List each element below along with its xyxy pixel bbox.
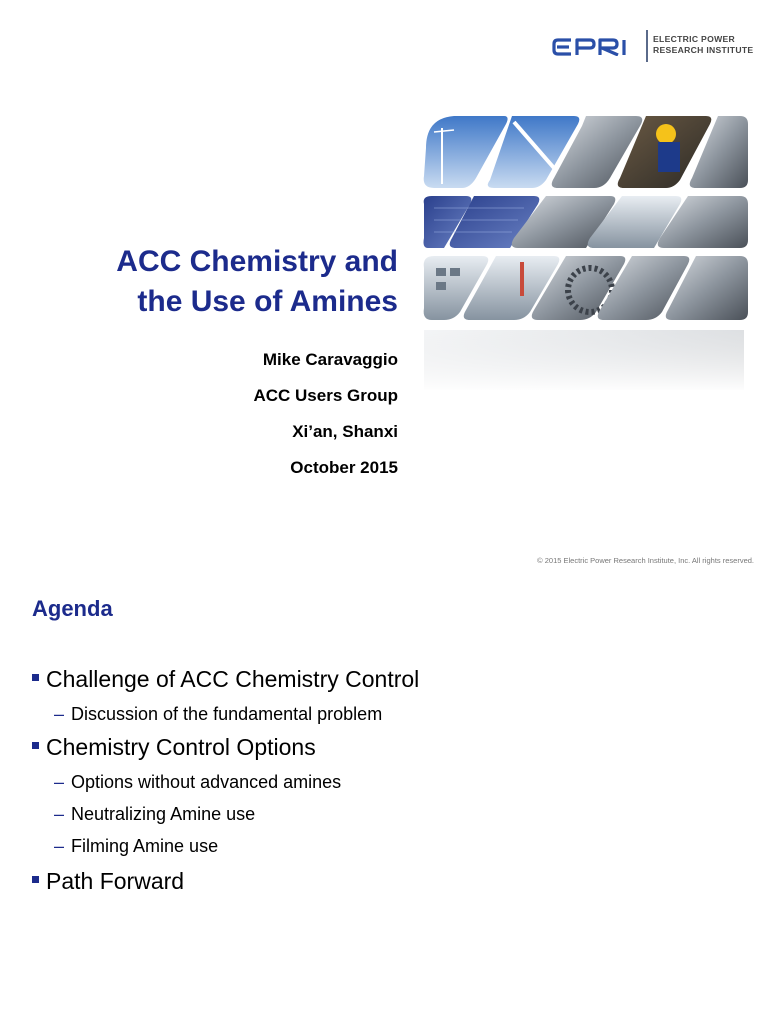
event-date: October 2015 [290, 458, 398, 477]
agenda-subitem-text: Neutralizing Amine use [71, 804, 256, 824]
dash-bullet-icon: – [54, 836, 65, 856]
presenter-name: Mike Caravaggio [262, 350, 398, 369]
agenda-item-text: Challenge of ACC Chemistry Control [46, 666, 420, 692]
agenda-item-text: Path Forward [46, 868, 185, 894]
logo-line2: RESEARCH INSTITUTE [653, 45, 754, 55]
logo-line1: ELECTRIC POWER [653, 34, 736, 44]
agenda-subitem [54, 804, 255, 825]
event-name: ACC Users Group [253, 386, 398, 405]
square-bullet-icon [32, 742, 39, 749]
agenda-subitem-text: Options without advanced amines [71, 772, 342, 792]
slide-title [116, 242, 398, 322]
dash-bullet-icon: – [54, 804, 65, 824]
agenda-item [32, 868, 184, 895]
copyright-notice: © 2015 Electric Power Research Institute, Inc. All rights reserved. [537, 556, 754, 565]
agenda-subitem [54, 772, 341, 793]
epri-logo [552, 30, 752, 64]
title-line-1: ACC Chemistry and [116, 245, 398, 278]
agenda-slide [0, 580, 768, 1024]
square-bullet-icon [32, 876, 39, 883]
square-bullet-icon [32, 674, 39, 681]
agenda-subitem [54, 836, 218, 857]
agenda-heading: Agenda [32, 596, 113, 621]
agenda-item-text: Chemistry Control Options [46, 734, 316, 760]
agenda-subitem-text: Filming Amine use [71, 836, 219, 856]
agenda-item [32, 734, 316, 761]
agenda-item [32, 666, 419, 693]
energy-photo-mosaic [414, 108, 756, 392]
dash-bullet-icon: – [54, 772, 65, 792]
event-location: Xi’an, Shanxi [292, 422, 398, 441]
logo-divider [646, 30, 648, 62]
epri-logo-mark [552, 38, 642, 56]
dash-bullet-icon: – [54, 704, 65, 724]
logo-wordmark [653, 34, 753, 56]
title-line-2: the Use of Amines [137, 285, 398, 318]
agenda-subitem-text: Discussion of the fundamental problem [71, 704, 383, 724]
agenda-subitem [54, 704, 382, 725]
